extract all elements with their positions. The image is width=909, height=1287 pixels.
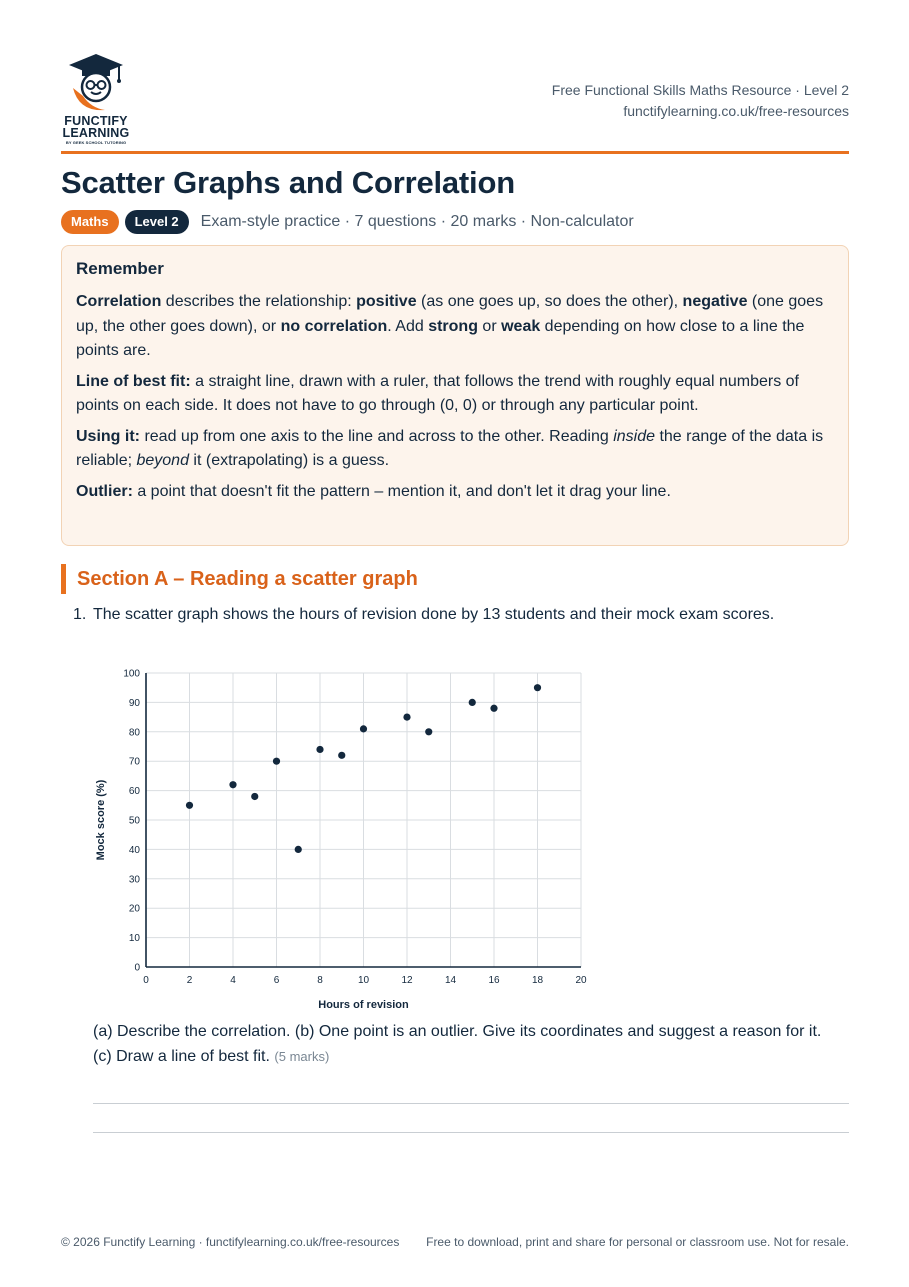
x-tick-label: 18	[531, 975, 544, 986]
x-tick-label: 16	[488, 975, 500, 986]
meta-text: Exam-style practice · 7 questions · 20 marks · Non-calculator	[200, 213, 634, 230]
data-point	[273, 758, 280, 765]
y-tick-label: 50	[128, 815, 140, 827]
tag-subject: Maths	[61, 210, 119, 234]
scatter-graph	[90, 662, 630, 1012]
data-point	[490, 705, 497, 712]
x-tick-label: 12	[401, 975, 413, 986]
worksheet-page	[61, 0, 849, 1287]
data-point	[534, 684, 541, 691]
y-axis-label: Mock score (%)	[95, 779, 107, 861]
y-tick-label: 20	[128, 903, 140, 915]
data-point	[295, 846, 302, 853]
y-tick-label: 0	[134, 962, 140, 974]
data-point	[316, 746, 323, 753]
data-point	[186, 802, 193, 809]
remember-heading: Remember	[76, 259, 164, 278]
data-point	[360, 725, 367, 732]
logo	[61, 52, 131, 148]
data-point	[403, 714, 410, 721]
x-tick-label: 8	[317, 975, 323, 986]
x-tick-label: 0	[143, 975, 149, 986]
y-tick-label: 60	[128, 786, 140, 798]
answer-line[interactable]	[93, 1132, 849, 1133]
data-point	[229, 781, 236, 788]
y-tick-label: 100	[123, 668, 140, 680]
x-tick-label: 2	[186, 975, 193, 986]
data-point	[469, 699, 476, 706]
x-tick-label: 10	[357, 975, 370, 986]
header-info	[552, 80, 849, 122]
data-point	[338, 752, 345, 759]
page-title: Scatter Graphs and Correlation	[61, 165, 515, 200]
resource-line: Free Functional Skills Maths Resource · Level 2	[551, 82, 849, 98]
resource-url[interactable]: functifylearning.co.uk/free-resources	[623, 103, 849, 119]
question-parts: (a) Describe the correlation. (b) One point is an outlier. Give its coordinates and suggest a reason for it. (c) Draw a line of best fit. (5 marks)	[93, 1023, 822, 1065]
x-tick-label: 14	[444, 975, 457, 986]
y-tick-label: 70	[128, 756, 140, 768]
meta-row	[61, 210, 634, 234]
y-tick-label: 30	[128, 874, 140, 886]
remember-best-fit: Line of best fit: a straight line, drawn with a ruler, that follows the trend with roughly equal numbers of points on each side. It does not have to go through (0, 0) or through any particular point.	[76, 372, 799, 414]
x-tick-label: 20	[575, 975, 587, 986]
y-tick-label: 90	[128, 697, 140, 709]
y-tick-label: 80	[128, 727, 140, 739]
question-text: The scatter graph shows the hours of revision done by 13 students and their mock exam scores.	[93, 606, 775, 623]
footer-copyright: © 2026 Functify Learning · functifylearning.co.uk/free-resources	[61, 1235, 400, 1249]
question-marks: (5 marks)	[274, 1049, 330, 1064]
remember-correlation: Correlation describes the relationship: positive (as one goes up, so does the other), negative (one goes up, the other goes down), or no correlation. Add strong or weak depending on how close to a line the points are.	[76, 293, 824, 359]
x-axis-label: Hours of revision	[318, 999, 409, 1011]
question-number: 1.	[73, 606, 87, 623]
graduate-owl-icon	[61, 52, 131, 114]
data-point	[251, 793, 258, 800]
remember-using-it: Using it: read up from one axis to the line and across to the other. Reading inside the range of the data is reliable; beyond it (extrapolating) is a guess.	[76, 427, 824, 469]
logo-wordmark: FUNCTIFY LEARNING	[62, 114, 130, 140]
answer-line[interactable]	[93, 1103, 849, 1104]
y-tick-label: 40	[128, 844, 140, 856]
footer-licence: Free to download, print and share for personal or classroom use. Not for resale.	[426, 1235, 849, 1249]
x-tick-label: 6	[273, 975, 280, 986]
remember-box	[61, 245, 849, 546]
remember-outlier: Outlier: a point that doesn't fit the pattern – mention it, and don't let it drag your line.	[76, 482, 671, 500]
data-point	[425, 728, 432, 735]
header-rule	[61, 151, 849, 154]
logo-tagline: BY GEEK SCHOOL TUTORING	[65, 140, 127, 145]
section-a-heading: Section A – Reading a scatter graph	[61, 564, 418, 594]
tag-level: Level 2	[125, 210, 189, 234]
y-tick-label: 10	[128, 933, 140, 945]
x-tick-label: 4	[230, 975, 236, 986]
